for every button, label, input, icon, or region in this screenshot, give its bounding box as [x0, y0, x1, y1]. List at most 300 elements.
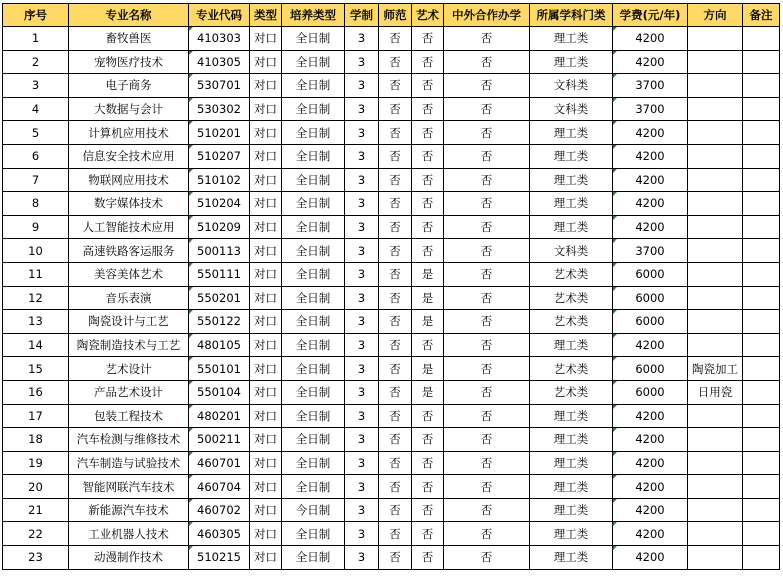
cell-major-code: 460305 [189, 522, 250, 546]
cell-major-code: 510201 [189, 121, 250, 145]
cell-duration: 3 [345, 144, 379, 168]
cell-normal: 否 [379, 239, 412, 263]
cell-type: 对口 [250, 522, 282, 546]
cell-type: 对口 [250, 333, 282, 357]
cell-type: 对口 [250, 428, 282, 452]
cell-joint-program: 否 [444, 428, 530, 452]
cell-index: 8 [3, 192, 69, 216]
cell-joint-program: 否 [444, 262, 530, 286]
table-row [3, 239, 780, 263]
cell-major-name: 物联网应用技术 [69, 168, 189, 192]
cell-normal: 否 [379, 192, 412, 216]
cell-art: 是 [412, 286, 444, 310]
cell-type: 对口 [250, 168, 282, 192]
cell-normal: 否 [379, 27, 412, 51]
cell-duration: 3 [345, 310, 379, 334]
cell-remark [743, 74, 780, 98]
table-row [3, 215, 780, 239]
cell-major-name: 人工智能技术应用 [69, 215, 189, 239]
cell-normal: 否 [379, 144, 412, 168]
cell-remark [743, 239, 780, 263]
table-row [3, 286, 780, 310]
cell-duration: 3 [345, 286, 379, 310]
cell-normal: 否 [379, 546, 412, 570]
cell-training-type: 全日制 [282, 475, 345, 499]
column-header-normal: 师范 [379, 4, 412, 27]
cell-major-code: 530302 [189, 97, 250, 121]
cell-type: 对口 [250, 239, 282, 263]
cell-major-code: 510215 [189, 546, 250, 570]
cell-direction: 陶瓷加工 [688, 357, 743, 381]
cell-joint-program: 否 [444, 333, 530, 357]
cell-art: 是 [412, 262, 444, 286]
cell-major-code: 550101 [189, 357, 250, 381]
cell-joint-program: 否 [444, 192, 530, 216]
cell-remark [743, 498, 780, 522]
cell-type: 对口 [250, 546, 282, 570]
cell-major-name: 信息安全技术应用 [69, 144, 189, 168]
cell-training-type: 全日制 [282, 380, 345, 404]
cell-tuition: 3700 [613, 74, 688, 98]
cell-duration: 3 [345, 546, 379, 570]
cell-tuition: 6000 [613, 357, 688, 381]
cell-remark [743, 97, 780, 121]
cell-remark [743, 215, 780, 239]
cell-category: 文科类 [530, 74, 613, 98]
cell-category: 理工类 [530, 522, 613, 546]
cell-art: 否 [412, 192, 444, 216]
cell-art: 否 [412, 498, 444, 522]
cell-direction [688, 451, 743, 475]
cell-normal: 否 [379, 404, 412, 428]
cell-normal: 否 [379, 357, 412, 381]
cell-remark [743, 475, 780, 499]
cell-duration: 3 [345, 498, 379, 522]
cell-index: 20 [3, 475, 69, 499]
cell-index: 23 [3, 546, 69, 570]
cell-type: 对口 [250, 97, 282, 121]
cell-tuition: 3700 [613, 239, 688, 263]
cell-training-type: 全日制 [282, 404, 345, 428]
cell-training-type: 全日制 [282, 50, 345, 74]
cell-type: 对口 [250, 310, 282, 334]
table-row [3, 333, 780, 357]
cell-direction [688, 144, 743, 168]
cell-normal: 否 [379, 333, 412, 357]
cell-tuition: 4200 [613, 27, 688, 51]
cell-major-name: 宠物医疗技术 [69, 50, 189, 74]
cell-art: 否 [412, 74, 444, 98]
cell-remark [743, 192, 780, 216]
cell-type: 对口 [250, 121, 282, 145]
table-row [3, 144, 780, 168]
cell-remark [743, 428, 780, 452]
cell-art: 否 [412, 522, 444, 546]
cell-duration: 3 [345, 192, 379, 216]
cell-type: 对口 [250, 27, 282, 51]
cell-duration: 3 [345, 74, 379, 98]
column-header-joint-program: 中外合作办学 [444, 4, 530, 27]
cell-major-code: 510102 [189, 168, 250, 192]
cell-major-code: 410305 [189, 50, 250, 74]
column-header-art: 艺术 [412, 4, 444, 27]
cell-major-name: 汽车检测与维修技术 [69, 428, 189, 452]
cell-tuition: 4200 [613, 498, 688, 522]
cell-major-name: 动漫制作技术 [69, 546, 189, 570]
cell-remark [743, 310, 780, 334]
cell-direction [688, 50, 743, 74]
cell-remark [743, 50, 780, 74]
cell-art: 否 [412, 121, 444, 145]
cell-index: 5 [3, 121, 69, 145]
cell-joint-program: 否 [444, 498, 530, 522]
cell-tuition: 4200 [613, 333, 688, 357]
cell-type: 对口 [250, 498, 282, 522]
cell-tuition: 6000 [613, 286, 688, 310]
cell-normal: 否 [379, 50, 412, 74]
cell-joint-program: 否 [444, 286, 530, 310]
table-row [3, 498, 780, 522]
cell-direction [688, 475, 743, 499]
cell-index: 7 [3, 168, 69, 192]
cell-index: 17 [3, 404, 69, 428]
cell-joint-program: 否 [444, 546, 530, 570]
cell-direction [688, 546, 743, 570]
cell-remark [743, 144, 780, 168]
cell-duration: 3 [345, 380, 379, 404]
cell-normal: 否 [379, 498, 412, 522]
cell-tuition: 4200 [613, 475, 688, 499]
cell-category: 理工类 [530, 333, 613, 357]
cell-tuition: 4200 [613, 168, 688, 192]
table-header [3, 4, 780, 27]
cell-joint-program: 否 [444, 380, 530, 404]
cell-category: 理工类 [530, 192, 613, 216]
table-row [3, 451, 780, 475]
cell-index: 16 [3, 380, 69, 404]
cell-major-code: 550104 [189, 380, 250, 404]
cell-duration: 3 [345, 475, 379, 499]
cell-duration: 3 [345, 451, 379, 475]
cell-tuition: 4200 [613, 192, 688, 216]
column-header-major-name: 专业名称 [69, 4, 189, 27]
cell-direction [688, 310, 743, 334]
cell-training-type: 全日制 [282, 522, 345, 546]
header-row [3, 4, 780, 27]
table-row [3, 97, 780, 121]
cell-direction [688, 262, 743, 286]
cell-major-name: 电子商务 [69, 74, 189, 98]
cell-major-code: 460704 [189, 475, 250, 499]
table-row [3, 74, 780, 98]
cell-duration: 3 [345, 333, 379, 357]
table-row [3, 522, 780, 546]
cell-direction [688, 498, 743, 522]
cell-type: 对口 [250, 286, 282, 310]
cell-tuition: 4200 [613, 451, 688, 475]
cell-training-type: 全日制 [282, 546, 345, 570]
cell-joint-program: 否 [444, 144, 530, 168]
cell-direction [688, 192, 743, 216]
cell-tuition: 4200 [613, 121, 688, 145]
cell-category: 艺术类 [530, 262, 613, 286]
cell-direction [688, 27, 743, 51]
cell-direction [688, 286, 743, 310]
cell-category: 文科类 [530, 239, 613, 263]
cell-major-code: 480105 [189, 333, 250, 357]
cell-category: 理工类 [530, 428, 613, 452]
cell-normal: 否 [379, 475, 412, 499]
cell-type: 对口 [250, 262, 282, 286]
cell-remark [743, 357, 780, 381]
column-header-remark: 备注 [743, 4, 780, 27]
cell-index: 15 [3, 357, 69, 381]
cell-training-type: 全日制 [282, 333, 345, 357]
table-row [3, 428, 780, 452]
cell-joint-program: 否 [444, 475, 530, 499]
cell-training-type: 全日制 [282, 27, 345, 51]
cell-type: 对口 [250, 357, 282, 381]
table-body [3, 27, 780, 570]
cell-major-code: 550201 [189, 286, 250, 310]
cell-index: 21 [3, 498, 69, 522]
cell-art: 否 [412, 168, 444, 192]
cell-type: 对口 [250, 380, 282, 404]
cell-joint-program: 否 [444, 357, 530, 381]
cell-joint-program: 否 [444, 239, 530, 263]
cell-type: 对口 [250, 144, 282, 168]
cell-training-type: 全日制 [282, 262, 345, 286]
cell-joint-program: 否 [444, 215, 530, 239]
cell-remark [743, 380, 780, 404]
cell-tuition: 4200 [613, 522, 688, 546]
cell-tuition: 6000 [613, 380, 688, 404]
cell-category: 理工类 [530, 121, 613, 145]
table-row [3, 404, 780, 428]
cell-art: 是 [412, 357, 444, 381]
cell-major-code: 460702 [189, 498, 250, 522]
cell-index: 19 [3, 451, 69, 475]
cell-normal: 否 [379, 97, 412, 121]
cell-joint-program: 否 [444, 168, 530, 192]
cell-remark [743, 404, 780, 428]
column-header-tuition: 学费(元/年) [613, 4, 688, 27]
table-row [3, 546, 780, 570]
cell-tuition: 4200 [613, 404, 688, 428]
cell-training-type: 全日制 [282, 97, 345, 121]
cell-major-code: 410303 [189, 27, 250, 51]
cell-category: 理工类 [530, 546, 613, 570]
cell-training-type: 全日制 [282, 286, 345, 310]
cell-training-type: 全日制 [282, 428, 345, 452]
cell-index: 10 [3, 239, 69, 263]
cell-art: 否 [412, 144, 444, 168]
table-row [3, 357, 780, 381]
cell-major-name: 音乐表演 [69, 286, 189, 310]
cell-art: 是 [412, 310, 444, 334]
cell-joint-program: 否 [444, 404, 530, 428]
cell-normal: 否 [379, 262, 412, 286]
table-row [3, 27, 780, 51]
cell-major-name: 产品艺术设计 [69, 380, 189, 404]
cell-art: 否 [412, 475, 444, 499]
cell-major-name: 畜牧兽医 [69, 27, 189, 51]
cell-art: 否 [412, 546, 444, 570]
column-header-category: 所属学科门类 [530, 4, 613, 27]
cell-index: 3 [3, 74, 69, 98]
cell-major-code: 510204 [189, 192, 250, 216]
cell-training-type: 今日制 [282, 498, 345, 522]
cell-training-type: 全日制 [282, 121, 345, 145]
cell-index: 9 [3, 215, 69, 239]
table-row [3, 475, 780, 499]
cell-tuition: 3700 [613, 97, 688, 121]
cell-major-code: 510209 [189, 215, 250, 239]
cell-joint-program: 否 [444, 310, 530, 334]
cell-remark [743, 546, 780, 570]
table-row [3, 50, 780, 74]
cell-duration: 3 [345, 239, 379, 263]
cell-art: 否 [412, 97, 444, 121]
cell-joint-program: 否 [444, 121, 530, 145]
cell-major-name: 艺术设计 [69, 357, 189, 381]
cell-category: 理工类 [530, 498, 613, 522]
cell-direction [688, 239, 743, 263]
column-header-major-code: 专业代码 [189, 4, 250, 27]
cell-major-code: 550111 [189, 262, 250, 286]
cell-direction [688, 121, 743, 145]
cell-joint-program: 否 [444, 74, 530, 98]
cell-tuition: 4200 [613, 546, 688, 570]
cell-training-type: 全日制 [282, 144, 345, 168]
cell-tuition: 6000 [613, 310, 688, 334]
cell-direction [688, 168, 743, 192]
cell-duration: 3 [345, 27, 379, 51]
cell-category: 文科类 [530, 97, 613, 121]
cell-direction [688, 428, 743, 452]
cell-normal: 否 [379, 74, 412, 98]
cell-joint-program: 否 [444, 522, 530, 546]
cell-index: 1 [3, 27, 69, 51]
cell-duration: 3 [345, 357, 379, 381]
cell-normal: 否 [379, 215, 412, 239]
cell-major-code: 510207 [189, 144, 250, 168]
cell-joint-program: 否 [444, 451, 530, 475]
cell-art: 否 [412, 428, 444, 452]
table-row [3, 168, 780, 192]
cell-training-type: 全日制 [282, 192, 345, 216]
cell-direction: 日用瓷 [688, 380, 743, 404]
cell-duration: 3 [345, 121, 379, 145]
cell-direction [688, 404, 743, 428]
cell-index: 14 [3, 333, 69, 357]
cell-major-code: 550122 [189, 310, 250, 334]
cell-major-name: 计算机应用技术 [69, 121, 189, 145]
cell-category: 理工类 [530, 215, 613, 239]
cell-major-name: 工业机器人技术 [69, 522, 189, 546]
table-row [3, 121, 780, 145]
cell-direction [688, 74, 743, 98]
cell-category: 理工类 [530, 168, 613, 192]
cell-category: 艺术类 [530, 380, 613, 404]
cell-normal: 否 [379, 428, 412, 452]
cell-major-name: 高速铁路客运服务 [69, 239, 189, 263]
cell-remark [743, 522, 780, 546]
table-row [3, 192, 780, 216]
cell-index: 18 [3, 428, 69, 452]
cell-category: 艺术类 [530, 357, 613, 381]
cell-major-name: 新能源汽车技术 [69, 498, 189, 522]
cell-type: 对口 [250, 404, 282, 428]
cell-training-type: 全日制 [282, 239, 345, 263]
cell-joint-program: 否 [444, 27, 530, 51]
column-header-type: 类型 [250, 4, 282, 27]
cell-category: 艺术类 [530, 310, 613, 334]
cell-remark [743, 286, 780, 310]
cell-major-name: 大数据与会计 [69, 97, 189, 121]
cell-training-type: 全日制 [282, 451, 345, 475]
cell-index: 13 [3, 310, 69, 334]
cell-major-code: 480201 [189, 404, 250, 428]
cell-art: 是 [412, 380, 444, 404]
cell-type: 对口 [250, 192, 282, 216]
cell-remark [743, 168, 780, 192]
cell-normal: 否 [379, 310, 412, 334]
cell-duration: 3 [345, 262, 379, 286]
cell-index: 12 [3, 286, 69, 310]
cell-training-type: 全日制 [282, 357, 345, 381]
cell-type: 对口 [250, 74, 282, 98]
cell-normal: 否 [379, 121, 412, 145]
cell-type: 对口 [250, 451, 282, 475]
cell-duration: 3 [345, 97, 379, 121]
cell-index: 4 [3, 97, 69, 121]
cell-category: 艺术类 [530, 286, 613, 310]
cell-normal: 否 [379, 286, 412, 310]
column-header-index: 序号 [3, 4, 69, 27]
cell-duration: 3 [345, 404, 379, 428]
cell-major-name: 美容美体艺术 [69, 262, 189, 286]
cell-category: 理工类 [530, 27, 613, 51]
cell-duration: 3 [345, 168, 379, 192]
table-row [3, 310, 780, 334]
cell-art: 否 [412, 239, 444, 263]
cell-training-type: 全日制 [282, 168, 345, 192]
cell-tuition: 4200 [613, 50, 688, 74]
cell-remark [743, 262, 780, 286]
cell-index: 11 [3, 262, 69, 286]
cell-major-name: 数字媒体技术 [69, 192, 189, 216]
cell-type: 对口 [250, 215, 282, 239]
cell-remark [743, 333, 780, 357]
cell-major-name: 汽车制造与试验技术 [69, 451, 189, 475]
cell-duration: 3 [345, 428, 379, 452]
column-header-direction: 方向 [688, 4, 743, 27]
cell-category: 理工类 [530, 50, 613, 74]
cell-art: 否 [412, 451, 444, 475]
cell-art: 否 [412, 404, 444, 428]
cell-training-type: 全日制 [282, 215, 345, 239]
cell-direction [688, 215, 743, 239]
table-row [3, 380, 780, 404]
cell-category: 理工类 [530, 404, 613, 428]
cell-category: 理工类 [530, 451, 613, 475]
cell-training-type: 全日制 [282, 74, 345, 98]
cell-remark [743, 27, 780, 51]
cell-joint-program: 否 [444, 50, 530, 74]
cell-index: 6 [3, 144, 69, 168]
cell-major-code: 500211 [189, 428, 250, 452]
